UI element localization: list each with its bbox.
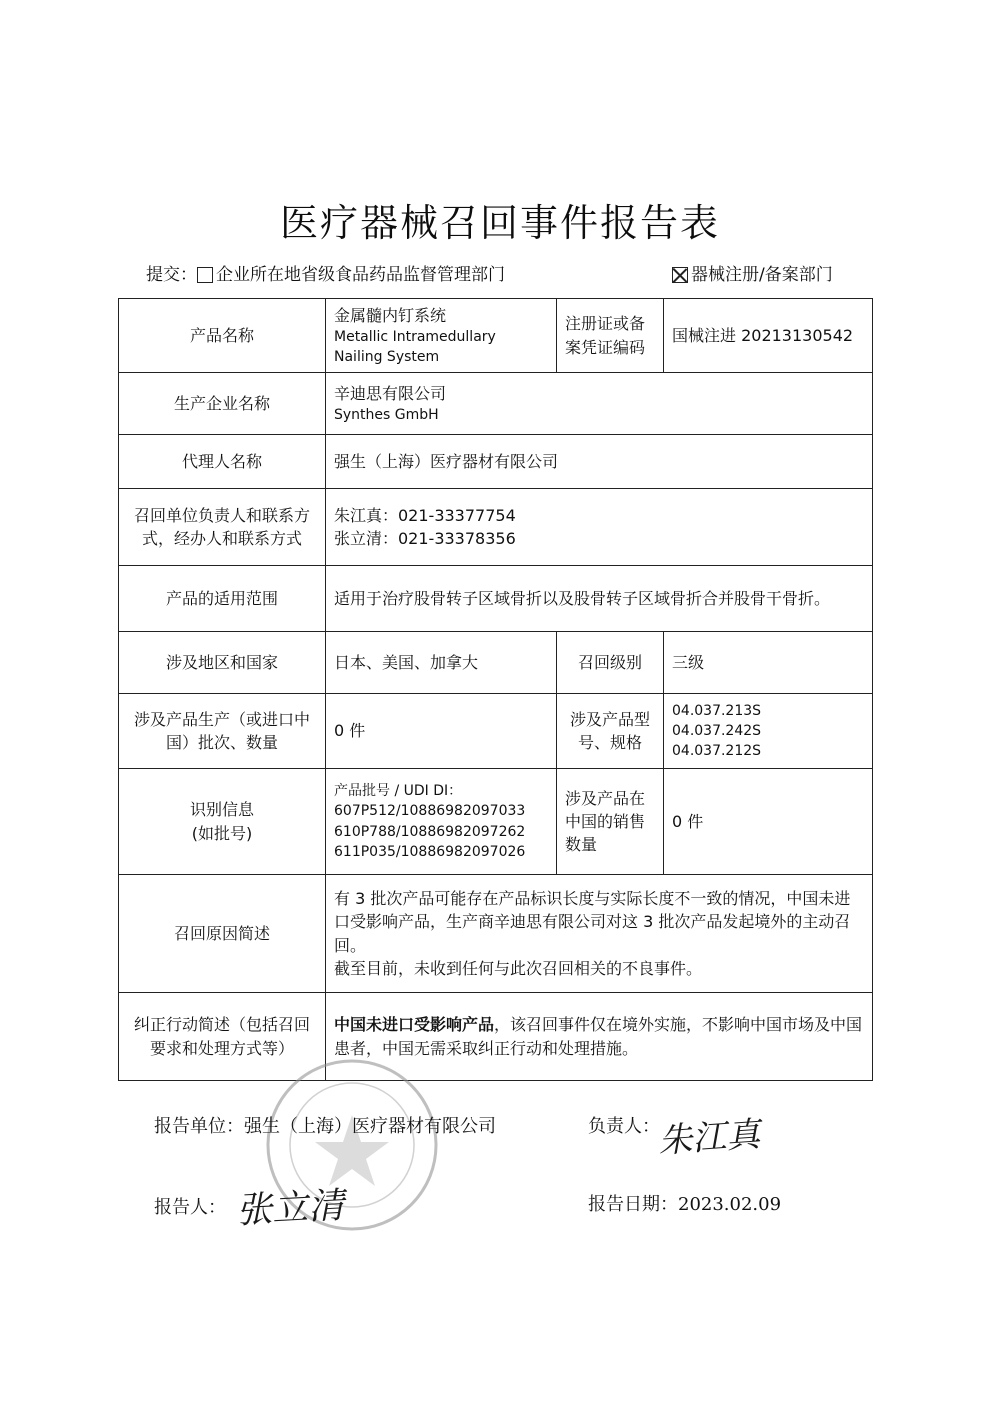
responsible-person-label: 负责人： <box>588 1116 660 1137</box>
region-label: 涉及地区和国家 <box>119 632 326 694</box>
table-row <box>119 566 873 632</box>
identification-label-line2: (如批号) <box>191 823 253 843</box>
manufacturer-en: Synthes GmbH <box>334 406 439 423</box>
report-date <box>588 1190 781 1216</box>
manufacturer-label: 生产企业名称 <box>119 373 326 435</box>
model-item: 04.037.212S <box>672 743 762 760</box>
product-name-label: 产品名称 <box>119 299 326 373</box>
report-date-label: 报告日期： <box>588 1194 678 1215</box>
recall-level-label: 召回级别 <box>557 632 664 694</box>
identification-item: 610P788/10886982097262 <box>334 823 526 840</box>
registration-number-label: 注册证或备案凭证编码 <box>557 299 664 373</box>
submit-label: 提交： <box>146 265 197 285</box>
report-unit-label: 报告单位： <box>154 1116 244 1137</box>
table-row <box>119 694 873 769</box>
submit-option-registration[interactable] <box>672 260 833 285</box>
corrective-action-label: 纠正行动简述（包括召回要求和处理方式等） <box>119 993 326 1081</box>
region-value: 日本、美国、加拿大 <box>326 632 557 694</box>
table-row <box>119 489 873 566</box>
corrective-action-emphasis: 中国未进口受影响产品 <box>334 1015 495 1035</box>
table-row <box>119 632 873 694</box>
table-row <box>119 373 873 435</box>
submit-option-registration-label: 器械注册/备案部门 <box>691 265 833 285</box>
registration-number-value: 国械注进 20213130542 <box>664 299 873 373</box>
recall-level-value: 三级 <box>664 632 873 694</box>
page-title: 医疗器械召回事件报告表 <box>279 201 720 245</box>
table-row <box>119 435 873 489</box>
china-sales-value: 0 件 <box>664 769 873 875</box>
recall-reason-paragraph-2: 截至目前，未收到任何与此次召回相关的不良事件。 <box>334 958 703 978</box>
submit-option-provincial-label: 企业所在地省级食品药品监督管理部门 <box>216 265 505 285</box>
recall-reason-value <box>326 875 873 993</box>
model-item: 04.037.242S <box>672 722 762 739</box>
reporter-signature: 张立清 <box>235 1185 346 1232</box>
contact-person-2: 张立清：021-33378356 <box>334 529 516 548</box>
product-name-cn: 金属髓内钉系统 <box>334 305 447 325</box>
agent-label: 代理人名称 <box>119 435 326 489</box>
corrective-action-text: ，该召回事件仅在境外实施，不影响中国市场及中国患者，中国无需采取纠正行动和处理措施。 <box>334 1015 863 1058</box>
table-row <box>119 993 873 1081</box>
product-name-en: Metallic Intramedullary Nailing System <box>334 328 496 366</box>
table-row <box>119 769 873 875</box>
recall-reason-paragraph-1: 有 3 批次产品可能存在产品标识长度与实际长度不一致的情况，中国未进口受影响产品，生产商辛迪思有限公司对这 3 批次产品发起境外的主动召回。 <box>334 889 851 955</box>
submit-option-provincial[interactable] <box>146 260 505 285</box>
contact-label: 召回单位负责人和联系方式，经办人和联系方式 <box>119 489 326 566</box>
product-name-value <box>326 299 557 373</box>
report-unit-value: 强生（上海）医疗器材有限公司 <box>244 1116 496 1137</box>
identification-item: 611P035/10886982097026 <box>334 843 526 860</box>
models-label: 涉及产品型号、规格 <box>557 694 664 769</box>
report-date-value: 2023.02.09 <box>678 1194 782 1215</box>
manufacturer-value <box>326 373 873 435</box>
model-item: 04.037.213S <box>672 702 762 719</box>
scope-label: 产品的适用范围 <box>119 566 326 632</box>
identification-label <box>119 769 326 875</box>
table-row <box>119 299 873 373</box>
batches-value: 0 件 <box>326 694 557 769</box>
manufacturer-cn: 辛迪思有限公司 <box>334 383 447 403</box>
contact-person-1: 朱江真：021-33377754 <box>334 505 516 525</box>
identification-item: 607P512/10886982097033 <box>334 803 526 820</box>
models-value <box>664 694 873 769</box>
agent-value: 强生（上海）医疗器材有限公司 <box>326 435 873 489</box>
contact-value <box>326 489 873 566</box>
identification-label-line1: 识别信息 <box>189 800 254 820</box>
batches-label: 涉及产品生产（或进口中国）批次、数量 <box>119 694 326 769</box>
reporter-label: 报告人： <box>154 1197 226 1218</box>
recall-reason-label: 召回原因简述 <box>119 875 326 993</box>
china-sales-label: 涉及产品在中国的销售数量 <box>557 769 664 875</box>
recall-report-table <box>118 298 873 1081</box>
scope-value: 适用于治疗股骨转子区域骨折以及股骨转子区域骨折合并股骨干骨折。 <box>326 566 873 632</box>
identification-value <box>326 769 557 875</box>
checkbox-registration[interactable] <box>672 267 688 283</box>
checkbox-provincial[interactable] <box>197 267 213 283</box>
identification-header: 产品批号 / UDI DI： <box>334 782 463 799</box>
responsible-signature: 朱江真 <box>656 1114 762 1162</box>
report-unit <box>154 1112 496 1138</box>
table-row <box>119 875 873 993</box>
